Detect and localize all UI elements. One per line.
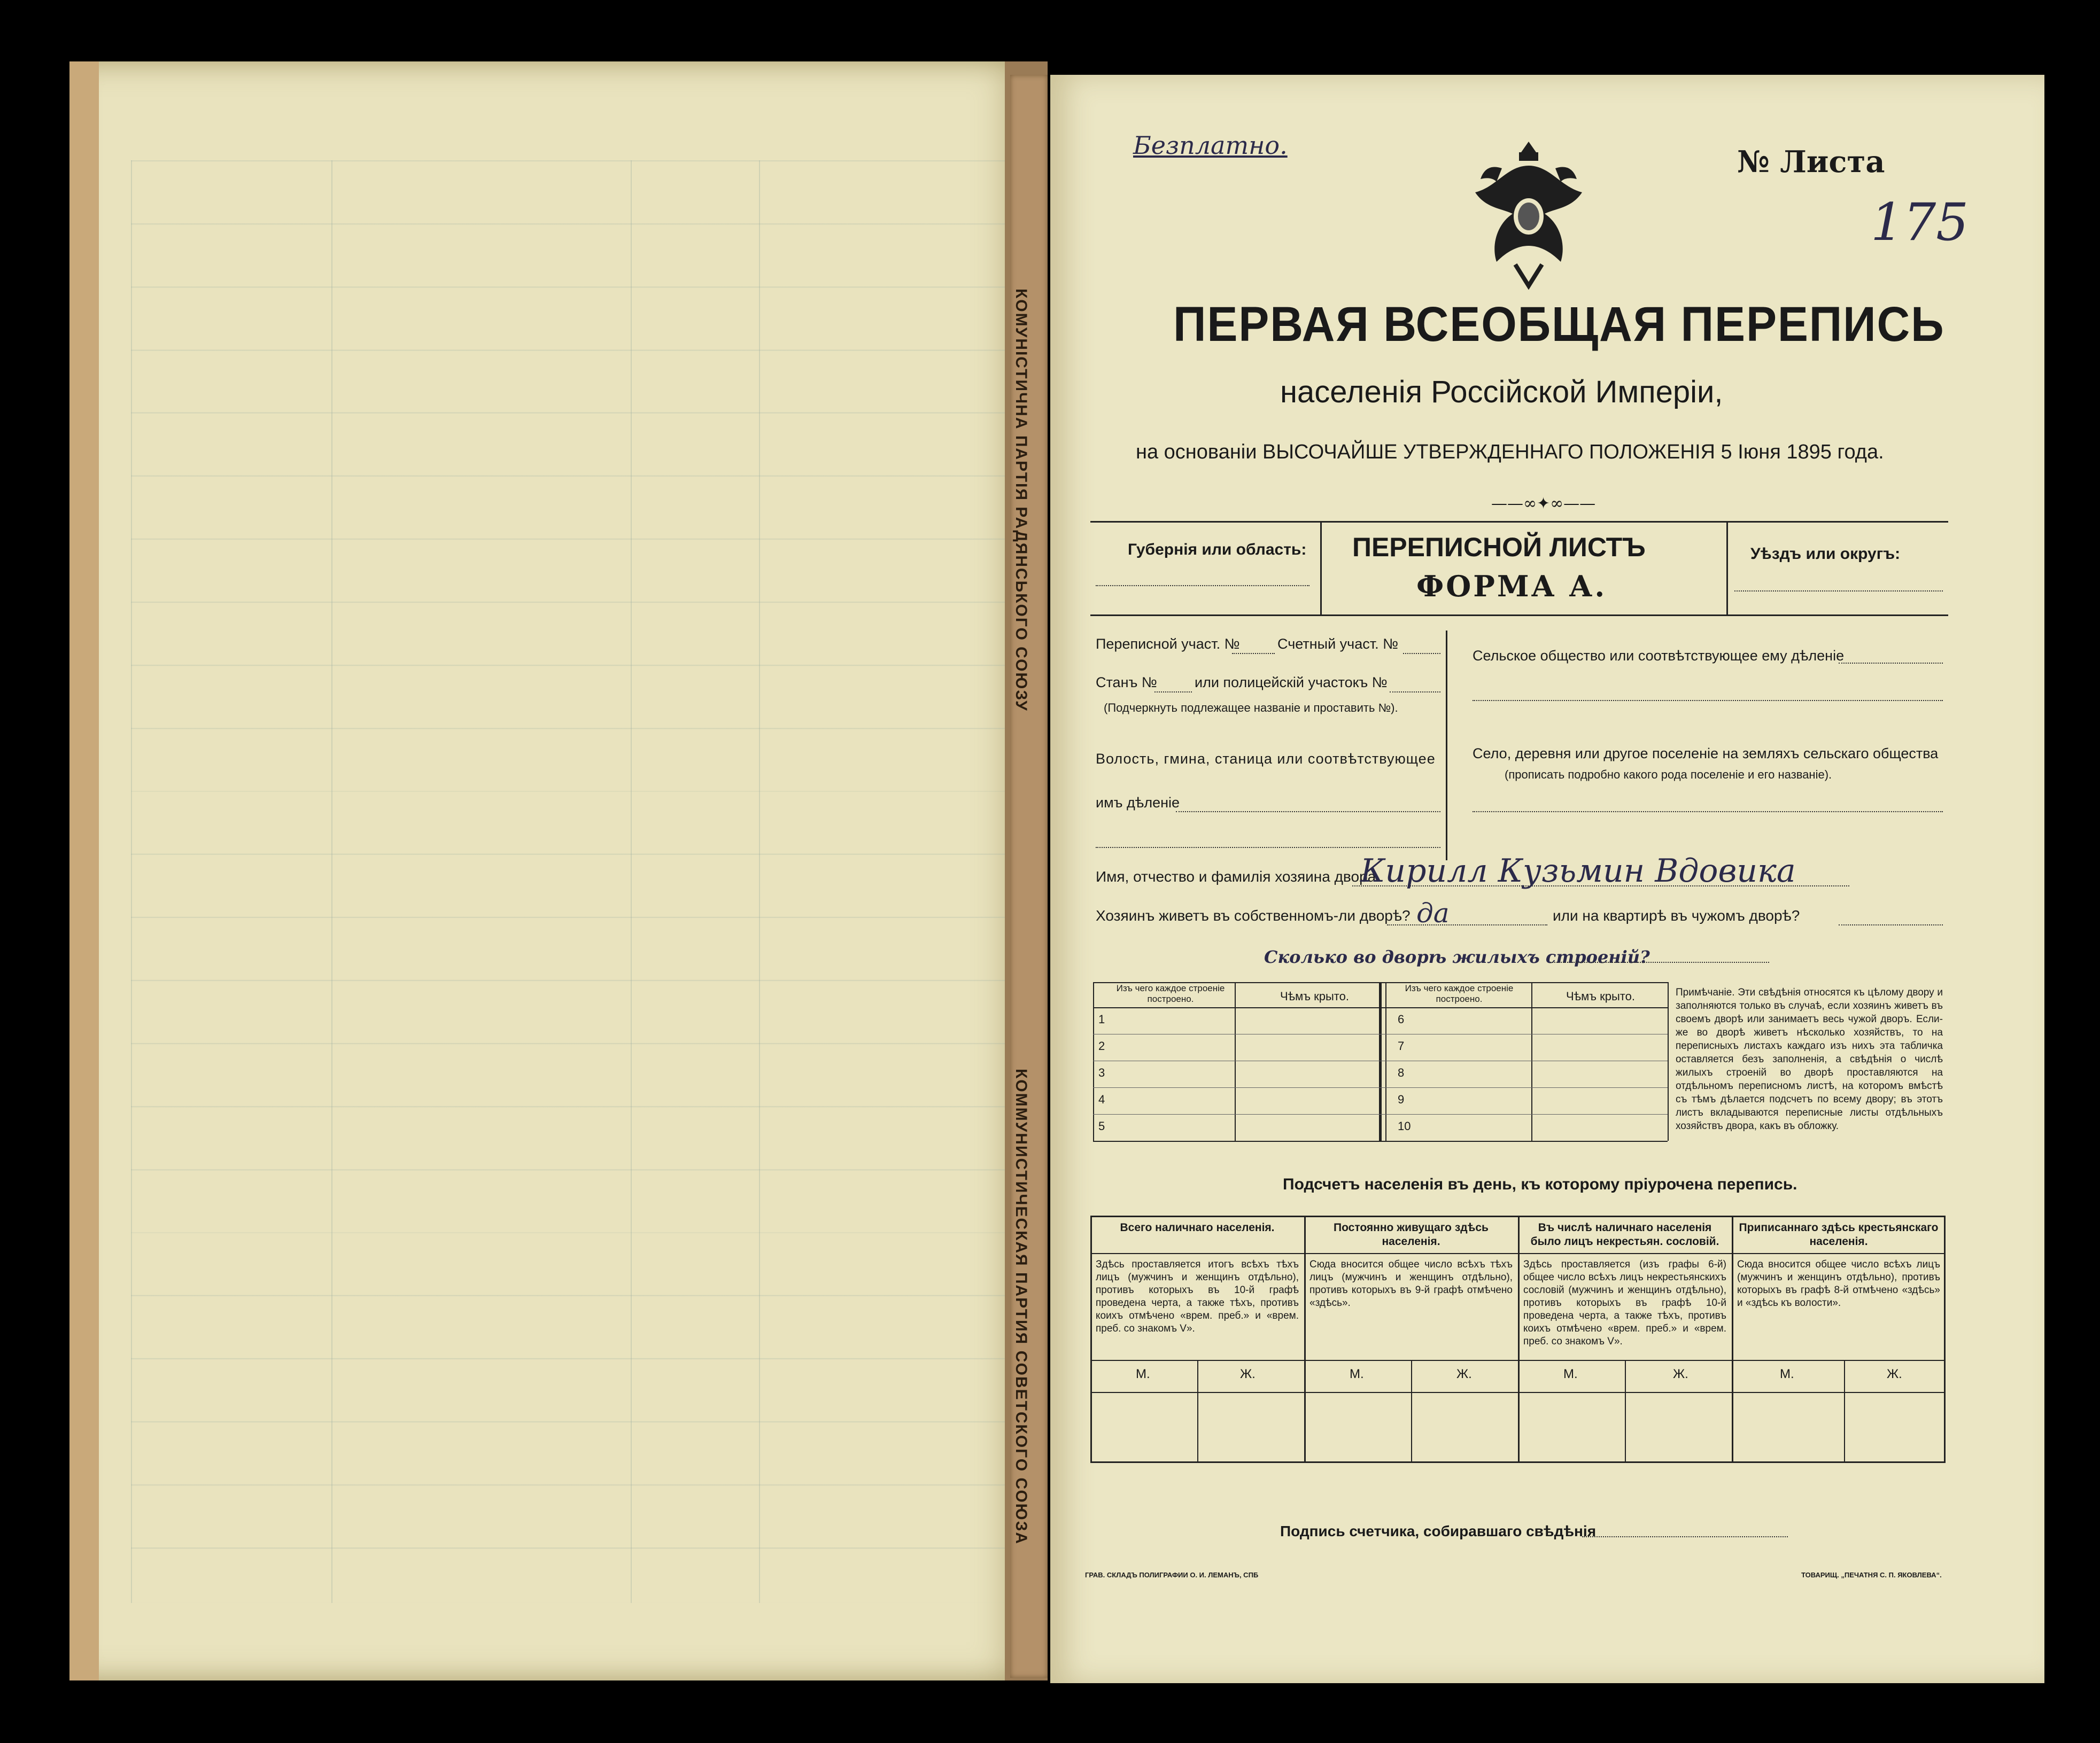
buildings-table-col	[1531, 982, 1532, 1141]
stan-label: Станъ №	[1096, 674, 1157, 690]
grid-line	[759, 160, 760, 1603]
form-header-divider	[1726, 521, 1728, 614]
buildings-note: Примѣчаніе. Эти свѣдѣнія относятся къ цѣлому двору и заполняются только въ случаѣ, если хозяинъ живетъ въ своемъ дворѣ или занимаетъ весь чужой дворъ. Если-же во дворѣ живетъ нѣсколько хозяйствъ, то на переписныхъ листахъ каждаго изъ нихъ эта табличка оставляется безъ заполненія, а свѣдѣнія о числѣ жилыхъ строеній во дворѣ проставляются на отдѣльномъ переписномъ листѣ, на которомъ вмѣстѣ съ тѣмъ дѣлается подсчетъ по всему двору; въ этотъ листъ вкладываются переписные листы отдѣльныхъ хозяйствъ двора, какъ въ обложку.	[1676, 987, 1943, 1132]
tally-col-desc: Сюда вносится общее число всѣхъ тѣхъ лицъ (мужчинъ и женщинъ отдѣльно), противъ которыхъ въ 9-й графѣ отмѣчено «здѣсь».	[1309, 1259, 1513, 1309]
col-material-header: Изъ чего каждое строеніе построено.	[1116, 983, 1225, 1004]
volost-field-2[interactable]	[1096, 847, 1440, 848]
volost-field[interactable]	[1176, 811, 1440, 812]
volost-label: Волость, гмина, станица или соотвѣтствующее	[1096, 751, 1436, 767]
volost-label-2: имъ дѣленіе	[1096, 795, 1180, 811]
form-header-divider	[1320, 521, 1322, 614]
tally-col-head: Въ числѣ наличнаго населенія было лицъ некрестьян. сословій.	[1530, 1221, 1719, 1248]
row-number: 6	[1398, 1013, 1405, 1026]
rural-society-field[interactable]	[1839, 663, 1943, 664]
grid-line	[331, 160, 332, 1603]
village-note: (прописать подробно какого рода поселеніе и его названіе).	[1505, 768, 1832, 781]
buildings-table-bottom	[1093, 1141, 1668, 1142]
own-yard-label: Хозяинъ живетъ въ собственномъ-ли дворѣ?	[1096, 907, 1411, 924]
male-header: М.	[1563, 1367, 1578, 1381]
tally-bottom	[1090, 1461, 1946, 1463]
tally-mzh-split	[1844, 1360, 1845, 1461]
tally-right	[1944, 1216, 1946, 1461]
row-line	[1093, 1114, 1668, 1115]
own-yard-value: да	[1416, 898, 1450, 929]
female-header: Ж.	[1240, 1367, 1256, 1381]
village-field[interactable]	[1473, 811, 1943, 812]
tally-col-desc: Здѣсь проставляется итогъ всѣхъ тѣхъ лицъ (мужчинъ и женщинъ отдѣльно), противъ которыхъ въ 10-й графѣ проведена черта, а также тѣхъ, противъ коихъ отмѣчено «врем. преб.» и «врем. преб. со знакомъ V».	[1096, 1259, 1299, 1334]
owner-value: Кирилл Кузьмин Вдовика	[1360, 852, 1796, 890]
census-precinct-field[interactable]	[1232, 653, 1275, 654]
printer-left: ГРАВ. СКЛАДЪ ПОЛИГРАФИИ О. И. ЛЕМАНЪ, СПБ	[1085, 1571, 1259, 1579]
row-number: 5	[1098, 1119, 1105, 1133]
owner-label: Имя, отчество и фамилія хозяина двора	[1096, 868, 1376, 885]
sheet-number-value: 175	[1871, 192, 1969, 252]
tally-col	[1518, 1216, 1520, 1461]
ornament-divider: ——∞✦∞——	[1491, 494, 1596, 513]
binding-tape-text-top: КОМУНІСТИЧНА ПАРТІЯ РАДЯНСЬКОГО СОЮЗУ	[1012, 289, 1030, 712]
counting-precinct-label: Счетный участ. №	[1277, 636, 1399, 652]
free-label: Безплатно.	[1133, 131, 1288, 160]
form-subtitle: ФОРМА А.	[1416, 569, 1607, 603]
buildings-table-right	[1668, 982, 1669, 1141]
row-number: 10	[1398, 1119, 1411, 1133]
form-header-top-border	[1090, 521, 1948, 523]
buildings-table-mid-2	[1385, 982, 1386, 1141]
binding-tape-text-bottom: КОММУНИСТИЧЕСКАЯ ПАРТИЯ СОВЕТСКОГО СОЮЗА	[1012, 1069, 1030, 1545]
rented-field[interactable]	[1839, 924, 1943, 925]
imperial-eagle-emblem	[1464, 136, 1593, 297]
form-title: ПЕРЕПИСНОЙ ЛИСТЪ	[1352, 532, 1646, 562]
col-roof-header-2: Чѣмъ крыто.	[1566, 990, 1635, 1003]
male-header: М.	[1136, 1367, 1150, 1381]
village-label: Село, деревня или другое поселеніе на земляхъ сельскаго общества	[1473, 745, 1939, 761]
row-number: 3	[1098, 1066, 1105, 1079]
tally-left	[1090, 1216, 1092, 1461]
buildings-count-field[interactable]	[1550, 962, 1769, 963]
male-header: М.	[1780, 1367, 1794, 1381]
buildings-count-label: Сколько во дворѣ жилыхъ строеній?	[1264, 947, 1650, 967]
census-precinct-label: Переписной участ. №	[1096, 636, 1240, 652]
tally-col-desc: Сюда вносится общее число всѣхъ лицъ (мужчинъ и женщинъ отдѣльно), противъ которыхъ въ графѣ 8-й отмѣчено «здѣсь» и «здѣсь къ волости».	[1737, 1259, 1940, 1309]
tally-mzh-split	[1197, 1360, 1198, 1461]
row-line	[1093, 1087, 1668, 1088]
address-divider	[1446, 631, 1447, 860]
col-material-header-2: Изъ чего каждое строеніе построено.	[1405, 983, 1514, 1004]
tally-col	[1304, 1216, 1306, 1461]
underline-note: (Подчеркнуть подлежащее названіе и проставить №).	[1104, 701, 1398, 714]
female-header: Ж.	[1887, 1367, 1902, 1381]
tally-mzh-split	[1411, 1360, 1412, 1461]
buildings-table-left	[1093, 982, 1094, 1141]
col-roof-header: Чѣмъ крыто.	[1280, 990, 1349, 1003]
row-number: 4	[1098, 1093, 1105, 1106]
printer-right: ТОВАРИЩ. „ПЕЧАТНЯ С. П. ЯКОВЛЕВА“.	[1801, 1571, 1942, 1579]
district-label: Уѣздъ или округъ:	[1750, 545, 1901, 563]
female-header: Ж.	[1673, 1367, 1688, 1381]
male-header: М.	[1350, 1367, 1364, 1381]
sheet-number-label: № Листа	[1737, 144, 1885, 180]
left-page-edge	[69, 61, 99, 1680]
tally-col-head: Постоянно живущаго здѣсь населенія.	[1334, 1221, 1489, 1248]
stan-field[interactable]	[1154, 691, 1192, 692]
row-number: 2	[1098, 1039, 1105, 1053]
tally-col-head: Всего наличнаго населенія.	[1120, 1221, 1275, 1234]
signature-field[interactable]	[1582, 1536, 1788, 1537]
tally-col	[1732, 1216, 1733, 1461]
police-precinct-label: или полицейскій участокъ №	[1195, 674, 1388, 690]
signature-label: Подпись счетчика, собиравшаго свѣдѣнія	[1280, 1523, 1597, 1539]
female-header: Ж.	[1456, 1367, 1472, 1381]
province-label: Губернія или область:	[1128, 541, 1307, 558]
page-title: ПЕРВАЯ ВСЕОБЩАЯ ПЕРЕПИСЬ	[1173, 297, 1945, 352]
tally-col-desc: Здѣсь проставляется (изъ графы 6-й) общее число всѣхъ лицъ некрестьянскихъ сословій (мужчинъ и женщинъ отдѣльно), противъ которыхъ въ графѣ 10-й проведена черта, а также тѣхъ, противъ коихъ отмѣчено «врем. преб.» и «врем. преб. со знакомъ V».	[1523, 1259, 1726, 1347]
tally-col-head: Приписаннаго здѣсь крестьянскаго населенія.	[1739, 1221, 1939, 1248]
row-number: 7	[1398, 1039, 1405, 1053]
buildings-table-mid	[1379, 982, 1382, 1141]
rented-label: или на квартирѣ въ чужомъ дворѣ?	[1553, 907, 1800, 924]
counting-precinct-field[interactable]	[1403, 653, 1440, 654]
form-header-bottom-border	[1090, 614, 1948, 616]
province-field[interactable]	[1096, 585, 1309, 586]
row-number: 1	[1098, 1013, 1105, 1026]
district-field[interactable]	[1734, 590, 1943, 592]
tally-title: Подсчетъ населенія въ день, къ которому пріурочена перепись.	[1283, 1176, 1797, 1193]
own-yard-field[interactable]	[1387, 924, 1547, 925]
row-number: 8	[1398, 1066, 1405, 1079]
page-subtitle: населенія Россійской Имперіи,	[1280, 375, 1723, 409]
grid-line	[631, 160, 632, 1603]
rural-society-field-2[interactable]	[1473, 700, 1943, 701]
left-page-faint-grid	[131, 160, 1009, 1603]
tally-mzh-split	[1625, 1360, 1626, 1461]
rural-society-label: Сельское общество или соотвѣтствующее ему дѣленіе	[1473, 648, 1845, 664]
buildings-table-col	[1235, 982, 1236, 1141]
police-precinct-field[interactable]	[1390, 691, 1440, 692]
legal-basis: на основаніи ВЫСОЧАЙШЕ УТВЕРЖДЕННАГО ПОЛОЖЕНІЯ 5 Іюня 1895 года.	[1136, 441, 1884, 463]
row-number: 9	[1398, 1093, 1405, 1106]
